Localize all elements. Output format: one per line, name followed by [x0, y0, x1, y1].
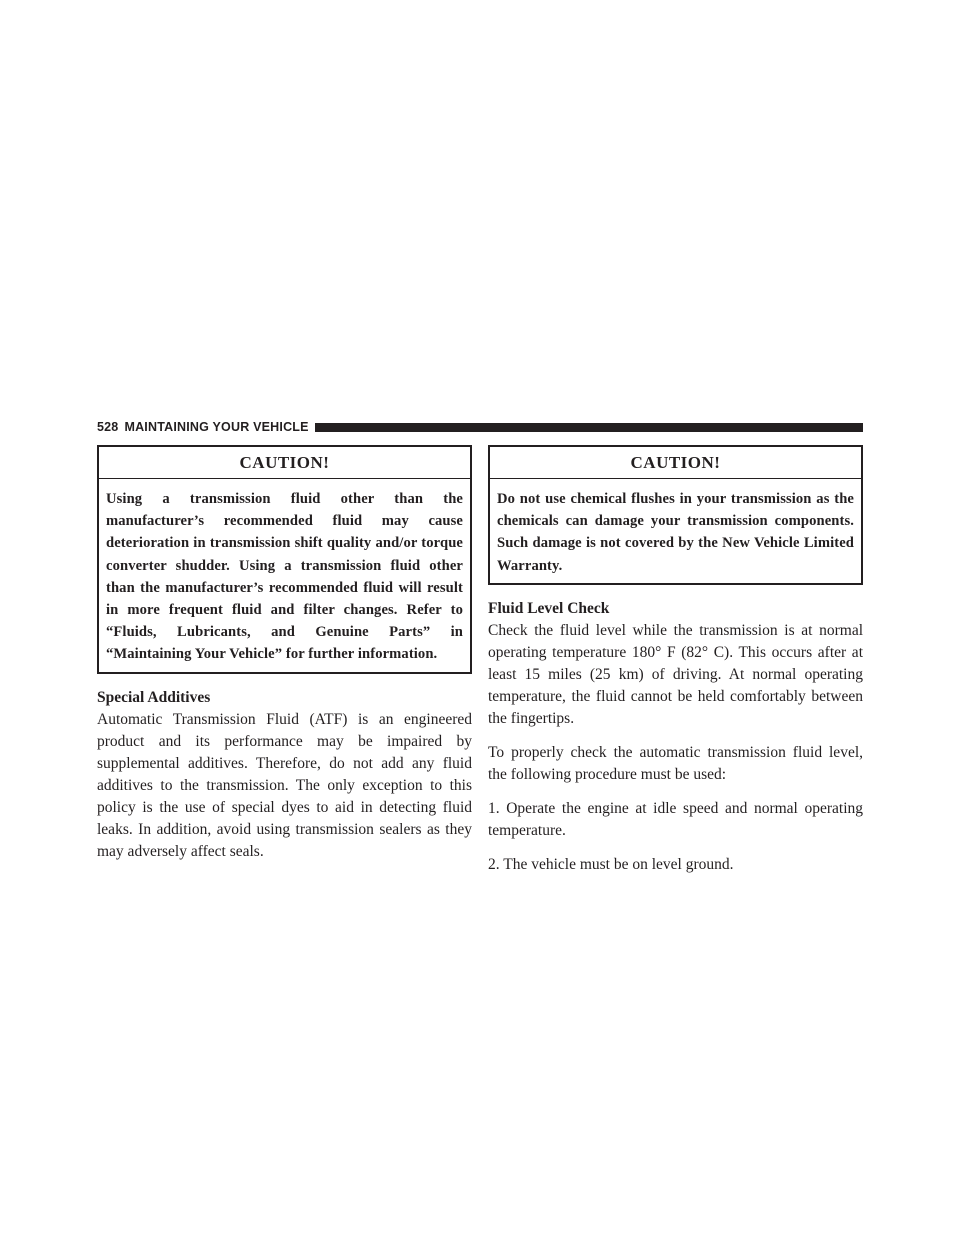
paragraph-fluid-level: Check the fluid level while the transmission is at normal operating temperature 180° F (82° C). This occurs after at least 15 miles (25 km) of driving. At normal operating temperature, the fluid cannot be held comfortably between the fingertips.: [488, 621, 863, 727]
caution-title: CAUTION!: [99, 447, 470, 479]
caution-text: Using a transmission fluid other than the manufacturer’s recommended fluid may cause deterioration in transmission shift quality and/or torque converter shudder. Using a transmission fluid other than the manufacturer’s recommended fluid will result in more frequent fluid and filter changes. Refer to “Fluids, Lubricants, and Genuine Parts” in “Maintaining Your Vehicle” for further information.: [106, 491, 463, 663]
page-header: [97, 419, 863, 435]
paragraph-special-additives: Automatic Transmission Fluid (ATF) is an engineered product and its performance may be impaired by supplemental additives. Therefore, do not add any fluid additives to the transmission. The only exception to this policy is the use of special dyes to aid in detecting fluid leaks. In addition, avoid using transmission sealers as they may adversely affect seals.: [97, 710, 472, 860]
right-column: [488, 445, 863, 888]
caution-title: CAUTION!: [490, 447, 861, 479]
heading-special-additives: Special Additives: [97, 688, 211, 706]
caution-box-flushes: [488, 445, 863, 585]
caution-text: Do not use chemical flushes in your transmission as the chemicals can damage your transmission components. Such damage is not covered by the New Vehicle Limited Warranty.: [497, 491, 854, 574]
header-rule: [315, 423, 863, 432]
caution-box-fluid: [97, 445, 472, 674]
procedure-step-1: 1. Operate the engine at idle speed and normal operating temperature.: [488, 799, 863, 839]
procedure-step-2: 2. The vehicle must be on level ground.: [488, 855, 734, 873]
page-number: 528: [97, 420, 119, 434]
paragraph-procedure-intro: To properly check the automatic transmission fluid level, the following procedure must be used:: [488, 743, 863, 783]
section-title: MAINTAINING YOUR VEHICLE: [124, 420, 309, 434]
heading-fluid-level-check: Fluid Level Check: [488, 599, 610, 617]
left-column: [97, 445, 472, 875]
